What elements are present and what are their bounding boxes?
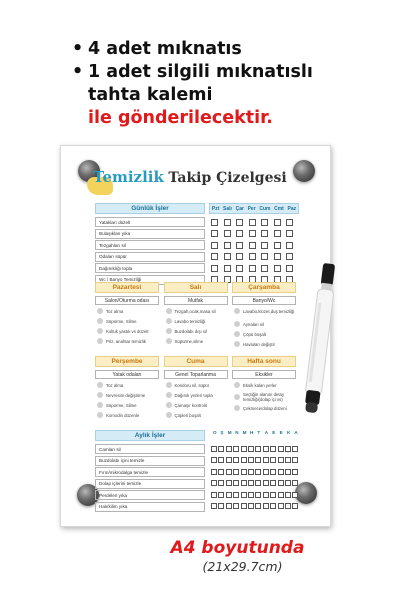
chore-item [166,328,228,334]
monthly-checkbox[interactable] [292,503,298,509]
daily-checkbox[interactable] [261,219,268,226]
chore-item [97,412,159,418]
weekday-header: Hafta sonu [232,356,296,367]
monthly-checkbox[interactable] [218,480,224,486]
monthly-checkbox[interactable] [211,480,217,486]
checkbox-circle-icon[interactable] [234,331,240,337]
chore-label: Seçtiğin alanını detay temizliği(dolap içi vs) [243,392,285,402]
day-column-label: Per [247,205,256,212]
daily-task-row: Yatakları düzelt [95,217,205,227]
daily-checkbox[interactable] [249,242,256,249]
daily-checkbox[interactable] [236,219,243,226]
daily-checkbox[interactable] [236,265,243,272]
checkbox-circle-icon[interactable] [166,412,172,418]
promo-line-2: • 1 adet silgili mıknatıslı [72,62,313,82]
checkbox-circle-icon[interactable] [166,318,172,324]
monthly-checkbox[interactable] [248,457,254,463]
chore-label: Tezgah,ocak,masa sil [174,308,216,314]
checkbox-circle-icon[interactable] [166,402,172,408]
month-column-label: M [227,430,232,435]
daily-checkbox[interactable] [211,219,218,226]
daily-task-row: Tezgahları sil [95,240,205,250]
checkbox-circle-icon[interactable] [234,382,240,388]
monthly-checkbox[interactable] [211,492,217,498]
chore-label: Lavabo,klozet,duş temizliği [243,308,295,314]
monthly-checkbox[interactable] [285,503,291,509]
monthly-checkbox[interactable] [292,492,298,498]
month-column-label: M [242,430,247,435]
chore-label: Nevresim değiştirme [106,392,146,398]
monthly-checkbox[interactable] [278,446,284,452]
room-label: Eksikler [232,370,296,379]
monthly-checkbox[interactable] [270,457,276,463]
room-label: Yatak odaları [95,370,159,379]
weekday-header: Salı [164,282,228,293]
monthly-task-row: Halı/kilim yıka [95,502,205,512]
daily-checkbox[interactable] [249,230,256,237]
monthly-checkbox[interactable] [270,503,276,509]
checkbox-circle-icon[interactable] [97,338,103,344]
monthly-checkbox[interactable] [278,492,284,498]
daily-checkbox[interactable] [286,230,293,237]
chore-item [97,318,159,324]
chore-item [97,402,159,408]
chore-label: Çöpleri boşalt [174,412,201,418]
checkbox-circle-icon[interactable] [166,308,172,314]
daily-checkbox[interactable] [249,265,256,272]
dimensions-caption: (21x29.7cm) [202,559,283,574]
monthly-checkbox[interactable] [285,469,291,475]
monthly-checkbox[interactable] [292,457,298,463]
monthly-checkbox[interactable] [218,492,224,498]
day-column-label: Paz [287,205,297,212]
checkbox-circle-icon[interactable] [97,382,103,388]
daily-checkbox[interactable] [236,253,243,260]
day-column-label: Cum [259,205,271,212]
daily-checkbox[interactable] [211,265,218,272]
monthly-checkbox[interactable] [270,446,276,452]
monthly-checkbox[interactable] [263,503,269,509]
daily-checkbox[interactable] [236,242,243,249]
checkbox-circle-icon[interactable] [97,412,103,418]
promo-line-3: tahta kalemi [88,85,213,105]
monthly-checkbox[interactable] [241,446,247,452]
monthly-checkbox[interactable] [292,446,298,452]
checkbox-circle-icon[interactable] [97,392,103,398]
weekday-header: Çarşamba [232,282,296,293]
monthly-checkbox[interactable] [226,480,232,486]
daily-checkbox[interactable] [249,253,256,260]
chore-label: Dağınık yerleri topla [174,392,213,398]
chore-item [234,405,296,411]
monthly-checkbox[interactable] [211,503,217,509]
chore-item [166,402,228,408]
checkbox-circle-icon[interactable] [166,328,172,334]
daily-checkbox[interactable] [224,242,231,249]
room-label: Genel Toparlanma [164,370,228,379]
monthly-checkbox[interactable] [226,446,232,452]
monthly-checkbox[interactable] [241,469,247,475]
monthly-task-row: Perdeleri yıka [95,490,205,500]
chore-item [166,412,228,418]
chore-item [97,338,159,344]
monthly-checkbox[interactable] [285,492,291,498]
day-column-label: Salı [223,205,232,212]
month-column-label: H [250,430,254,435]
month-column-label: O [213,430,217,435]
daily-checkbox[interactable] [274,265,281,272]
monthly-checkbox[interactable] [270,492,276,498]
chore-item [97,328,159,334]
weekday-header: Perşembe [95,356,159,367]
monthly-checkbox[interactable] [233,446,239,452]
checkbox-circle-icon[interactable] [234,341,240,347]
chore-label: Koridoru sil, süpür [174,382,210,388]
chore-item [234,321,296,327]
chore-label: Komodin düzenle [106,412,140,418]
board-title: Temizlik Takip Çizelgesi [93,168,287,187]
daily-checkbox[interactable] [274,242,281,249]
chore-item [166,382,228,388]
monthly-checkbox[interactable] [233,492,239,498]
daily-checkbox[interactable] [286,265,293,272]
monthly-checkbox[interactable] [233,503,239,509]
monthly-checkbox[interactable] [255,480,261,486]
chore-label: Eksik kalan yerler [243,382,277,388]
daily-checkbox[interactable] [274,230,281,237]
daily-checkbox[interactable] [224,253,231,260]
checkbox-circle-icon[interactable] [166,382,172,388]
monthly-checkbox[interactable] [226,469,232,475]
monthly-checkbox[interactable] [278,457,284,463]
monthly-checkbox[interactable] [226,503,232,509]
chore-label: Lavabo temizliği [174,318,206,324]
monthly-checkbox[interactable] [211,446,217,452]
chore-label: Süpürme, Silme [106,318,137,324]
promo-line-1: • 4 adet mıknatıs [72,39,242,59]
daily-checkbox[interactable] [249,219,256,226]
checkbox-circle-icon[interactable] [166,338,172,344]
chore-item [166,392,228,398]
month-column-label: A [294,430,298,435]
checkbox-circle-icon[interactable] [234,394,240,400]
daily-checkbox[interactable] [236,230,243,237]
monthly-checkbox[interactable] [241,480,247,486]
promo-text [72,38,392,130]
monthly-checkbox[interactable] [241,503,247,509]
chore-label: Havluları değiştir [243,341,276,347]
monthly-checkbox[interactable] [255,492,261,498]
chore-label: Buzdolabı dışı sil [174,328,207,334]
day-column-label: Cmt [274,205,284,212]
monthly-checkbox[interactable] [285,446,291,452]
chore-label: Toz alma [106,382,124,388]
daily-checkbox[interactable] [286,219,293,226]
monthly-checkbox[interactable] [241,457,247,463]
monthly-task-row: Camları sil [95,444,205,454]
daily-checkbox[interactable] [261,265,268,272]
monthly-checkbox[interactable] [263,457,269,463]
daily-checkbox[interactable] [286,253,293,260]
monthly-checkbox[interactable] [278,469,284,475]
monthly-checkbox[interactable] [226,457,232,463]
daily-task-row: Odaları süpür [95,252,205,262]
checkbox-circle-icon[interactable] [97,308,103,314]
day-columns-header [209,203,299,214]
monthly-checkbox[interactable] [255,446,261,452]
daily-checkbox[interactable] [211,230,218,237]
monthly-checkbox[interactable] [285,457,291,463]
magnet-icon [293,160,315,182]
chore-item [234,392,296,402]
chore-label: Süpürme, Silme [106,402,137,408]
daily-checkbox[interactable] [261,242,268,249]
monthly-checkbox[interactable] [278,480,284,486]
daily-checkbox[interactable] [224,230,231,237]
daily-checkbox[interactable] [224,219,231,226]
monthly-checkbox[interactable] [248,469,254,475]
chore-item [166,308,228,314]
chore-item [234,382,296,388]
monthly-checkbox[interactable] [218,457,224,463]
chore-label: Priz, anahtar temizlik [106,338,146,344]
promo-line-4: ile gönderilecektir. [88,108,273,128]
chore-item [166,338,228,344]
month-column-label: K [287,430,291,435]
monthly-checkbox[interactable] [285,480,291,486]
monthly-checkbox[interactable] [248,480,254,486]
monthly-checkbox[interactable] [233,469,239,475]
daily-checkbox[interactable] [211,253,218,260]
month-column-label: A [264,430,269,435]
daily-tasks-header: Günlük İşler [95,203,205,214]
month-column-label: E [272,430,276,435]
daily-checkbox[interactable] [261,230,268,237]
daily-checkbox[interactable] [274,253,281,260]
chore-item [234,341,296,347]
cleaning-chart-board [60,145,331,527]
daily-checkbox[interactable] [224,265,231,272]
monthly-checkbox[interactable] [241,492,247,498]
chore-item [97,382,159,388]
monthly-checkbox[interactable] [233,480,239,486]
daily-task-row: Wc / Banyo Temizliği [95,275,205,285]
size-caption: A4 boyutunda [170,538,305,558]
weekday-header: Pazartesi [95,282,159,293]
room-label: Mutfak [164,296,228,305]
monthly-task-row: Buzdolabı içini temizle [95,456,205,466]
chore-item [97,308,159,314]
chore-item [166,318,228,324]
weekday-header: Cuma [164,356,228,367]
monthly-checkbox[interactable] [211,457,217,463]
month-column-label: Ş [220,430,224,435]
room-label: Banyo/Wc [232,296,296,305]
monthly-checkbox[interactable] [270,480,276,486]
monthly-checkbox[interactable] [218,469,224,475]
monthly-checkbox[interactable] [248,503,254,509]
chore-label: Süpürme,silme [174,338,204,344]
checkbox-circle-icon[interactable] [97,328,103,334]
monthly-checkbox[interactable] [292,469,298,475]
monthly-checkbox[interactable] [292,480,298,486]
chore-item [234,331,296,337]
checkbox-circle-icon[interactable] [234,321,240,327]
chore-item [234,308,296,314]
checkbox-circle-icon[interactable] [234,405,240,411]
monthly-checkbox[interactable] [218,503,224,509]
daily-checkbox[interactable] [274,219,281,226]
monthly-checkbox[interactable] [233,457,239,463]
monthly-task-row: Dolap içlerini temizle [95,479,205,489]
monthly-checkbox[interactable] [263,492,269,498]
monthly-checkbox[interactable] [255,503,261,509]
day-column-label: Pzt [211,205,220,212]
monthly-checkbox[interactable] [263,446,269,452]
monthly-checkbox[interactable] [270,469,276,475]
monthly-checkbox[interactable] [263,480,269,486]
month-column-label: E [279,430,283,435]
checkbox-circle-icon[interactable] [97,318,103,324]
chore-label: Çamaşır kontrolü [174,402,208,408]
day-column-label: Çar [235,205,244,212]
month-column-label: T [257,430,261,435]
monthly-checkbox[interactable] [278,503,284,509]
daily-task-row: Dağınıklığı topla [95,263,205,273]
monthly-tasks-header: Aylık İşler [95,430,205,441]
daily-checkbox[interactable] [261,253,268,260]
chore-label: Aynaları sil [243,321,264,327]
monthly-checkbox[interactable] [248,446,254,452]
chore-label: Koltuk yastık vs düzelt [106,328,149,334]
monthly-checkbox[interactable] [255,457,261,463]
chore-label: Çöpü boşalt [243,331,266,337]
daily-task-row: Bulaşıkları yıka [95,229,205,239]
chore-label: Toz alma [106,308,124,314]
monthly-checkbox[interactable] [226,492,232,498]
month-column-label: N [235,430,239,435]
daily-checkbox[interactable] [211,242,218,249]
checkbox-circle-icon[interactable] [166,392,172,398]
monthly-checkbox[interactable] [211,469,217,475]
chore-label: Çekmece/dolap düzeni [243,405,287,411]
checkbox-circle-icon[interactable] [234,308,240,314]
room-label: Salon/Oturma odası [95,296,159,305]
chore-item [97,392,159,398]
checkbox-circle-icon[interactable] [97,402,103,408]
monthly-checkbox[interactable] [218,446,224,452]
monthly-checkbox[interactable] [263,469,269,475]
monthly-task-row: Fırın/mikrodalga temizle [95,467,205,477]
monthly-checkbox[interactable] [255,469,261,475]
daily-checkbox[interactable] [286,242,293,249]
monthly-checkbox[interactable] [248,492,254,498]
